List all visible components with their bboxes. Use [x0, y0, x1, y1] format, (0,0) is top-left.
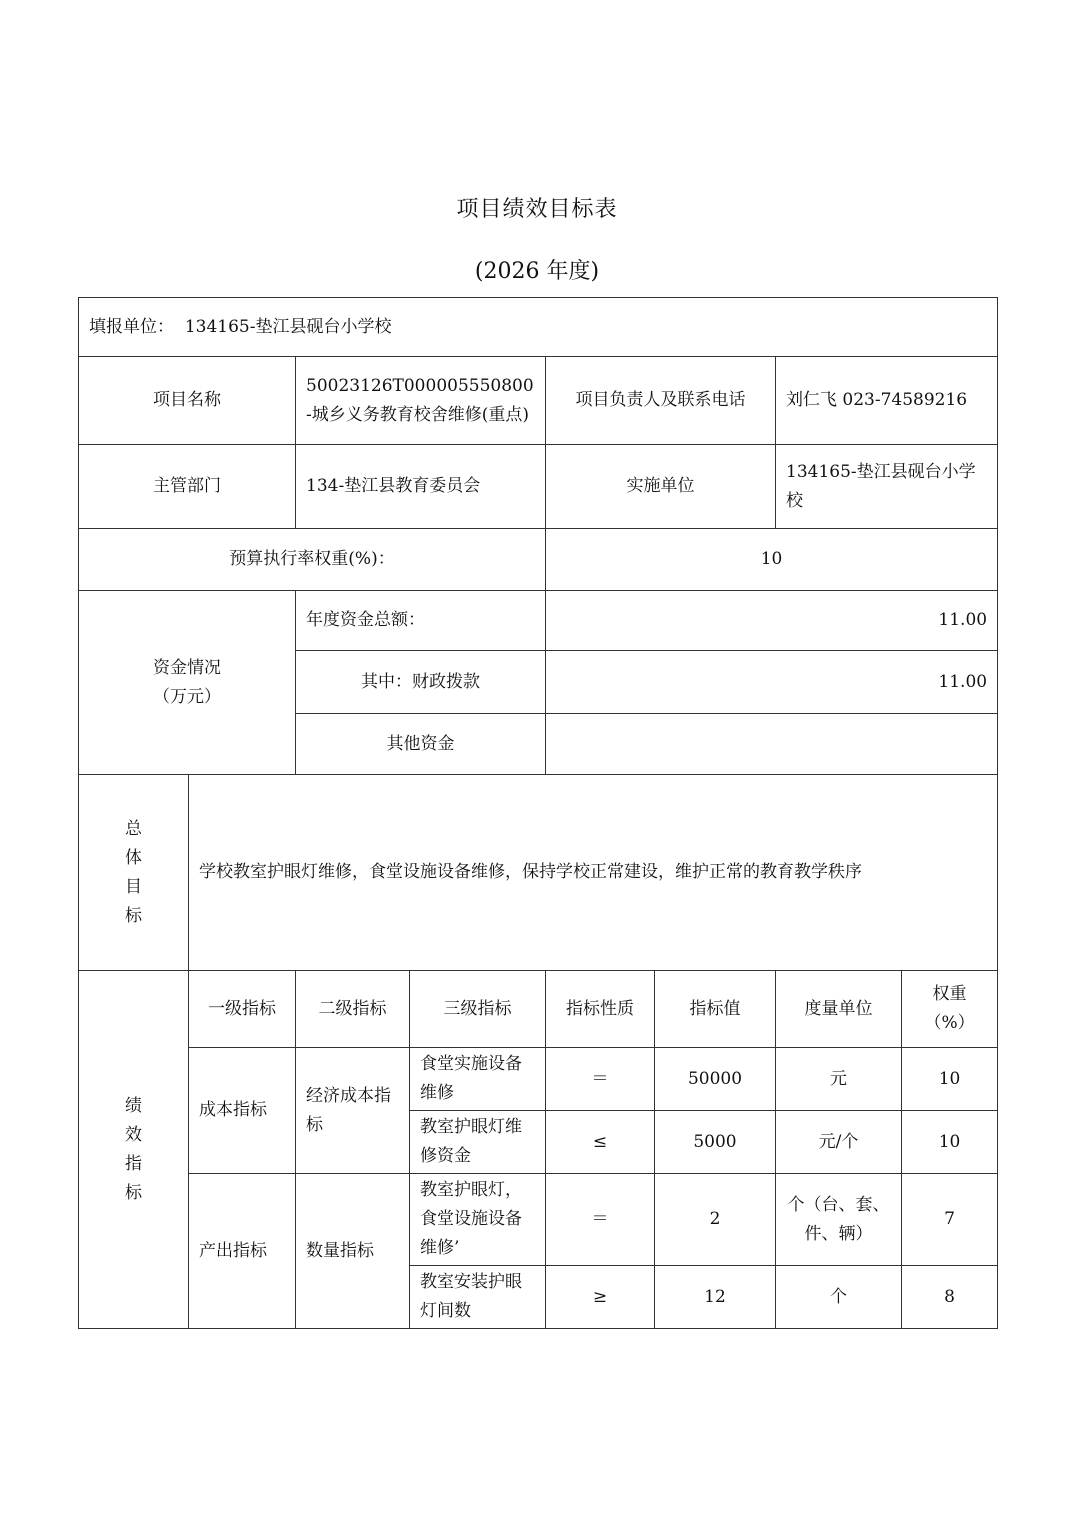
weight-cell: 7: [902, 1174, 998, 1266]
indicator-row: [79, 1174, 998, 1266]
funds-label: [79, 591, 296, 775]
goal-label-char: 总: [125, 818, 142, 839]
header-unit: 度量单位: [776, 971, 902, 1048]
goal-row: [79, 775, 998, 971]
funds-fiscal-value: 11.00: [546, 651, 998, 714]
funds-label-line1: 资金情况: [153, 657, 221, 678]
header-weight: 权重（%）: [902, 971, 998, 1048]
project-name-value: 50023126T000005550800-城乡义务教育校舍维修(重点): [296, 357, 546, 445]
header-nature: 指标性质: [546, 971, 655, 1048]
page-title: 项目绩效目标表: [456, 197, 618, 222]
header-level2: 二级指标: [296, 971, 410, 1048]
indicator-header-row: [79, 971, 998, 1048]
header-level3: 三级指标: [410, 971, 546, 1048]
unit-label: 填报单位：: [89, 316, 174, 337]
funds-total-row: [79, 591, 998, 651]
indicators-label-char: 指: [125, 1153, 142, 1174]
weight-cell: 8: [902, 1266, 998, 1329]
level3-cell: 教室护眼灯，食堂设施设备维修’: [410, 1174, 546, 1266]
level2-cell: 经济成本指标: [296, 1048, 410, 1174]
weight-cell: 10: [902, 1048, 998, 1111]
value-cell: 5000: [655, 1111, 776, 1174]
funds-total-label: 年度资金总额：: [296, 591, 546, 651]
implementing-unit-value: 134165-垫江县砚台小学校: [776, 445, 998, 529]
indicators-label-char: 效: [125, 1124, 142, 1145]
value-cell: 2: [655, 1174, 776, 1266]
unit-cell: 元: [776, 1048, 902, 1111]
nature-cell: ＝: [546, 1174, 655, 1266]
indicators-label-char: 绩: [125, 1095, 142, 1116]
nature-cell: ≤: [546, 1111, 655, 1174]
budget-rate-value: 10: [546, 529, 998, 591]
header-value: 指标值: [655, 971, 776, 1048]
indicators-label: [79, 971, 189, 1329]
unit-cell: 个: [776, 1266, 902, 1329]
department-label: 主管部门: [79, 445, 296, 529]
department-value: 134-垫江县教育委员会: [296, 445, 546, 529]
value-cell: 50000: [655, 1048, 776, 1111]
unit-cell: 元/个: [776, 1111, 902, 1174]
unit-cell: 个（台、套、件、辆）: [776, 1174, 902, 1266]
funds-other-value: [546, 714, 998, 775]
nature-cell: ＝: [546, 1048, 655, 1111]
weight-cell: 10: [902, 1111, 998, 1174]
indicator-row: [79, 1048, 998, 1111]
budget-rate-row: [79, 529, 998, 591]
level2-cell: 数量指标: [296, 1174, 410, 1329]
level3-cell: 教室安装护眼灯间数: [410, 1266, 546, 1329]
project-contact-value: 刘仁飞 023-74589216: [776, 357, 998, 445]
performance-target-table: [78, 297, 998, 1329]
unit-value: 134165-垫江县砚台小学校: [184, 316, 392, 337]
funds-fiscal-label: 其中：财政拨款: [296, 651, 546, 714]
funds-label-line2: （万元）: [153, 686, 221, 707]
project-contact-label: 项目负责人及联系电话: [546, 357, 776, 445]
unit-cell: [79, 298, 998, 357]
level1-cell: 产出指标: [189, 1174, 296, 1329]
goal-label-char: 标: [125, 905, 142, 926]
implementing-unit-label: 实施单位: [546, 445, 776, 529]
value-cell: 12: [655, 1266, 776, 1329]
funds-total-value: 11.00: [546, 591, 998, 651]
budget-rate-label: 预算执行率权重(%)：: [79, 529, 546, 591]
project-row: [79, 357, 998, 445]
header-level1: 一级指标: [189, 971, 296, 1048]
goal-text: 学校教室护眼灯维修，食堂设施设备维修，保持学校正常建设，维护正常的教育教学秩序: [189, 775, 998, 971]
goal-label-char: 目: [125, 876, 142, 897]
page-subtitle-year: (2026 年度): [474, 259, 600, 284]
indicators-label-char: 标: [125, 1182, 142, 1203]
funds-other-label: 其他资金: [296, 714, 546, 775]
unit-row: [79, 298, 998, 357]
goal-label: [79, 775, 189, 971]
level3-cell: 教室护眼灯维修资金: [410, 1111, 546, 1174]
goal-label-char: 体: [125, 847, 142, 868]
level3-cell: 食堂实施设备维修: [410, 1048, 546, 1111]
project-name-label: 项目名称: [79, 357, 296, 445]
level1-cell: 成本指标: [189, 1048, 296, 1174]
nature-cell: ≥: [546, 1266, 655, 1329]
department-row: [79, 445, 998, 529]
